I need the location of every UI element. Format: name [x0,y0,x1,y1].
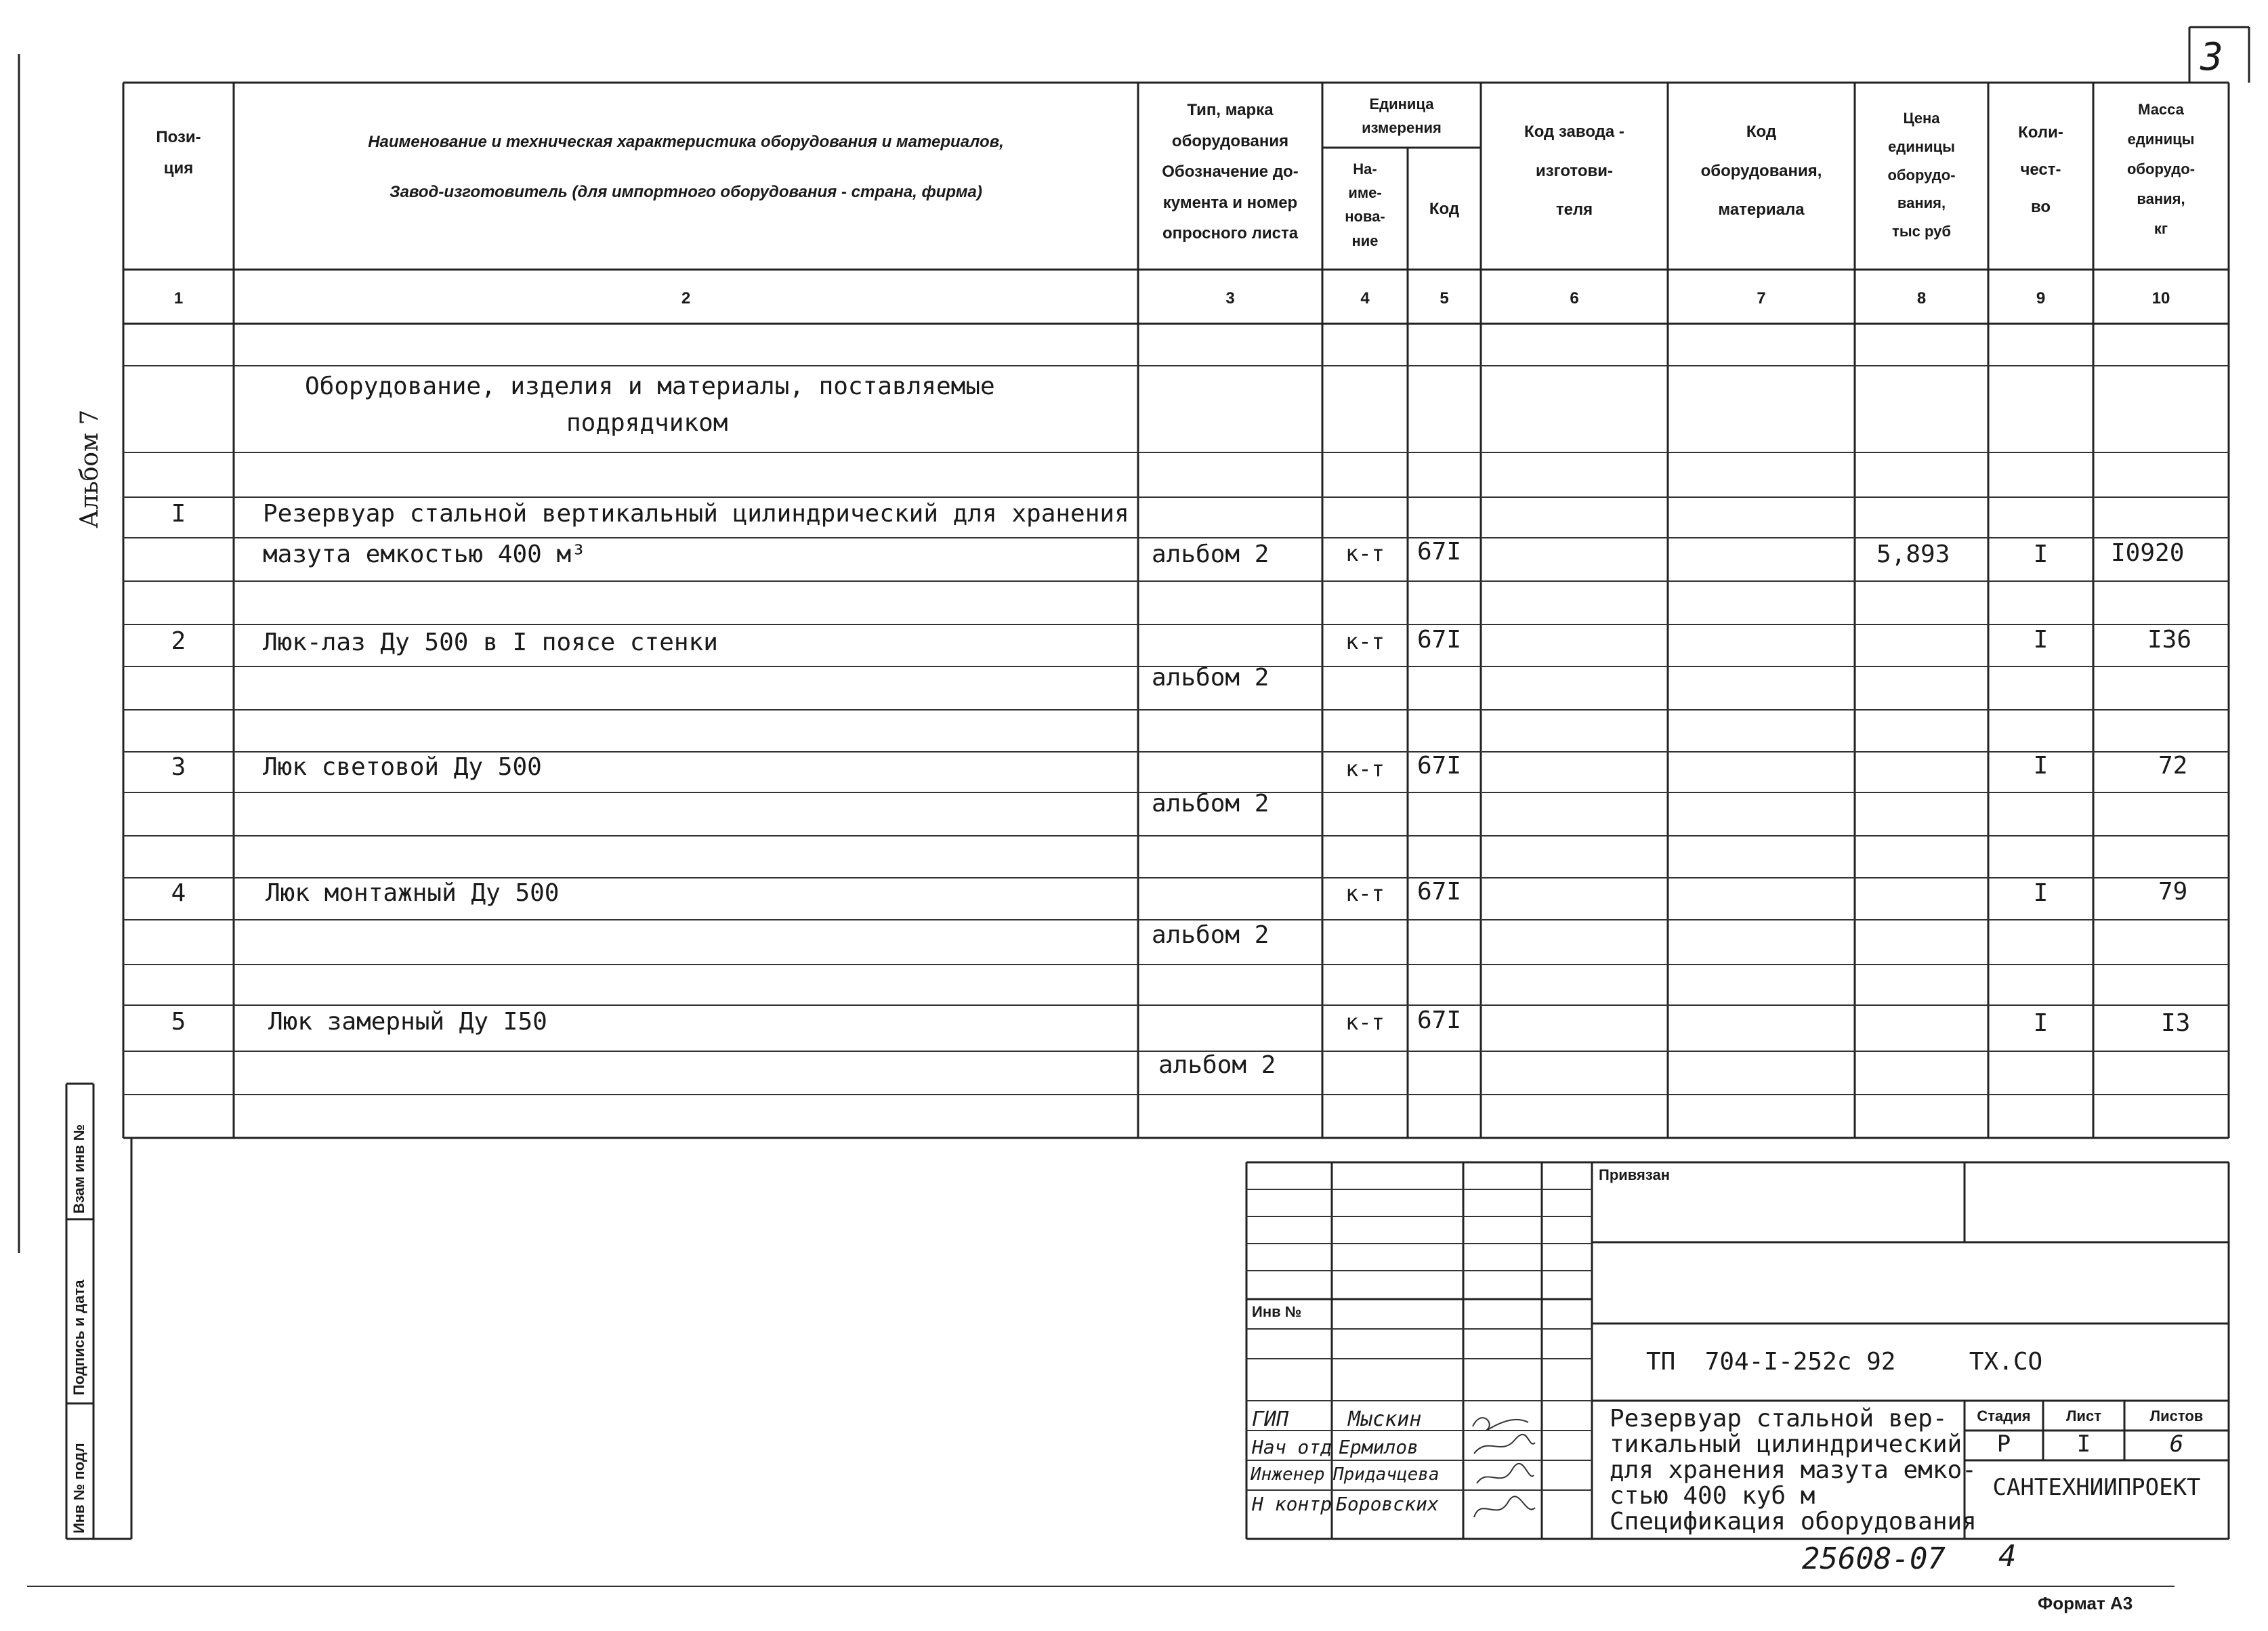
item-1-unit: к-т [1345,541,1385,566]
section-title-line2: подрядчиком [566,409,728,437]
header-col-9: Коли- чест- во [2018,123,2063,217]
archive-number: 25608-07 [1802,1542,1946,1576]
format-label: Формат А3 [2038,1593,2133,1613]
item-1-price: 5,893 [1876,541,1950,568]
colnum-3: 3 [1225,289,1235,308]
header-col-7: Код оборудования, материала [1700,123,1822,219]
item-4-unit: к-т [1345,881,1385,906]
stamp-name-3: Придачцева [1333,1464,1440,1485]
stamp-title-line-1: Резервуар стальной вер- [1610,1405,1948,1433]
stamp-title-line-5: Спецификация оборудования [1610,1508,1977,1535]
colnum-10: 10 [2151,289,2170,308]
stamp-title-line-4: стью 400 куб м [1610,1482,1815,1510]
item-5-doc: альбом 2 [1158,1051,1276,1079]
header-col-1: Пози- ция [156,128,201,177]
item-5-qty: I [2033,1009,2049,1037]
header-col-2-line2: Завод-изготовитель (для импортного оборудования - страна, фирма) [390,183,982,201]
colnum-8: 8 [1916,289,1927,308]
item-4-code: 67I [1417,878,1462,906]
item-3-unit: к-т [1345,756,1385,782]
stamp-role-2: Нач отд [1252,1436,1332,1458]
colnum-5: 5 [1440,289,1449,308]
stamp-name-4: Боровских [1336,1493,1439,1515]
stamp-stage-label: Стадия [1977,1407,2031,1424]
item-1-mass: I0920 [2111,539,2185,567]
header-col-10: Масса единицы оборудо- вания, кг [2126,101,2196,237]
header-col-2-line1: Наименование и техническая характеристика оборудования и материалов, [368,133,1004,151]
item-2-name: Люк-лаз Ду 500 в I поясе стенки [263,629,718,656]
stamp-role-1: ГИП [1252,1407,1289,1431]
stamp-sheets-label: Листов [2149,1407,2204,1424]
item-3-mass: 72 [2158,752,2188,780]
side-album-label: Альбом 7 [76,409,104,528]
colnum-4: 4 [1360,289,1370,308]
item-3-name: Люк световой Ду 500 [263,753,542,781]
item-2-doc: альбом 2 [1152,664,1269,692]
stamp-privyazan: Привязан [1599,1166,1671,1183]
item-5-unit: к-т [1345,1009,1385,1035]
section-title-line1: Оборудование, изделия и материалы, поставляемые [305,373,995,400]
item-1-qty: I [2033,541,2049,568]
header-col-8: Цена единицы оборудо- вания, тыс руб [1887,110,1956,240]
item-2-pos: 2 [171,627,186,655]
item-1-name: Резервуар стальной вертикальный цилиндрический для хранения [263,500,1129,528]
item-4-mass: 79 [2158,878,2188,906]
header-col-4: На- име- нова- ние [1345,161,1385,249]
item-1-pos: I [171,500,186,528]
stamp-inv-podl: Инв № подл [70,1443,87,1533]
item-2-unit: к-т [1345,629,1385,654]
item-1-doc: альбом 2 [1152,541,1269,568]
item-4-pos: 4 [171,879,186,907]
header-unit-group: Единица измерения [1362,96,1442,137]
item-4-name: Люк монтажный Ду 500 [266,879,560,907]
stamp-organization: САНТЕХНИИПРОЕКТ [1992,1474,2201,1501]
item-3-qty: I [2033,752,2049,780]
header-col-5: Код [1429,200,1460,218]
item-4-qty: I [2033,879,2049,907]
header-col-3: Тип, марка оборудования Обозначение до- кумента и номер опросного листа [1162,101,1299,243]
stamp-sheet: I [2076,1431,2091,1458]
colnum-6: 6 [1570,289,1579,308]
stamp-doc-code: ТП 704-I-252с 92 ТХ.СО [1646,1348,2043,1376]
stamp-sheet-label: Лист [2066,1407,2101,1424]
item-5-code: 67I [1417,1007,1462,1034]
item-2-mass: I36 [2147,626,2192,654]
stamp-role-3: Инженер [1251,1464,1325,1485]
stamp-signature-date: Подпись и дата [70,1279,87,1395]
header-col-6: Код завода - изготови- теля [1524,123,1624,219]
item-5-pos: 5 [171,1008,186,1036]
item-5-name: Люк замерный Ду I50 [268,1008,547,1036]
colnum-9: 9 [2036,289,2046,308]
signature-scribbles [1467,1402,1540,1538]
stamp-role-4: Н контр [1252,1493,1332,1515]
item-2-qty: I [2033,626,2049,654]
item-3-pos: 3 [171,753,186,781]
archive-suffix: 4 [1998,1539,2017,1573]
stamp-sheets: 6 [2169,1431,2184,1458]
item-4-doc: альбом 2 [1152,921,1269,949]
stamp-title [1610,1406,1977,1535]
colnum-7: 7 [1757,289,1766,308]
item-5-mass: I3 [2161,1009,2191,1037]
colnum-1: 1 [173,289,184,308]
page-number: 3 [2200,35,2223,79]
stamp-title-line-2: тикальный цилиндрический [1610,1431,1962,1458]
stamp-title-line-3: для хранения мазута емко- [1610,1456,1977,1484]
item-3-doc: альбом 2 [1152,790,1269,818]
stamp-vzam-inv: Взам инв № [70,1124,87,1214]
stamp-name-1: Мыскин [1348,1407,1422,1431]
stamp-inv-no: Инв № [1252,1303,1302,1320]
item-2-code: 67I [1417,626,1462,654]
item-3-code: 67I [1417,752,1462,780]
colnum-2: 2 [681,289,691,308]
stamp-name-2: Ермилов [1339,1436,1419,1458]
item-1-name2: мазута емкостью 400 м³ [263,541,586,568]
stamp-stage: Р [1996,1431,2011,1458]
item-1-code: 67I [1417,538,1462,566]
